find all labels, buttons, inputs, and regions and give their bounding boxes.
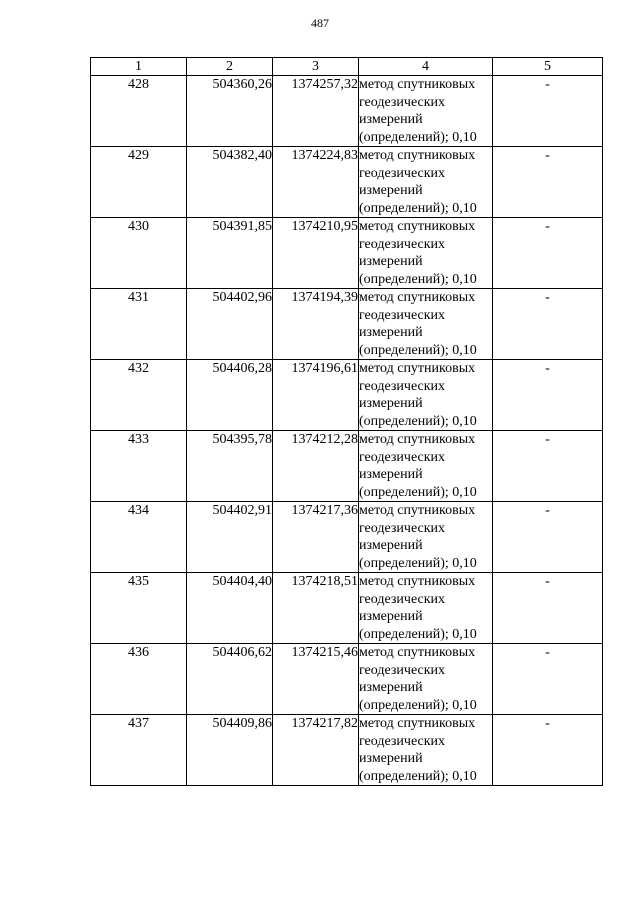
method-line: метод спутниковых [359, 219, 476, 234]
note-cell: - [493, 147, 603, 218]
x-coordinate-cell: 504406,62 [187, 644, 273, 715]
method-line: геодезических [359, 165, 446, 181]
point-number-cell: 431 [91, 289, 187, 360]
method-line: (определений); 0,10 [359, 768, 477, 784]
method-cell [359, 502, 493, 573]
method-line: измерений [359, 751, 423, 766]
table-row [91, 76, 603, 147]
point-number-cell: 434 [91, 502, 187, 573]
method-line: метод спутниковых [359, 148, 476, 163]
method-line: (определений); 0,10 [359, 626, 477, 642]
method-line: (определений); 0,10 [359, 129, 477, 145]
method-line: измерений [359, 325, 423, 340]
note-cell: - [493, 76, 603, 147]
method-line: метод спутниковых [359, 503, 476, 518]
method-line: измерений [359, 609, 423, 624]
method-line: геодезических [359, 520, 446, 536]
method-line: (определений); 0,10 [359, 413, 477, 429]
table-row [91, 573, 603, 644]
point-number-cell: 437 [91, 715, 187, 786]
y-coordinate-cell: 1374196,61 [273, 360, 359, 431]
method-cell [359, 289, 493, 360]
point-number-cell: 430 [91, 218, 187, 289]
point-number-cell: 428 [91, 76, 187, 147]
header-cell: 3 [273, 58, 359, 76]
x-coordinate-cell: 504382,40 [187, 147, 273, 218]
method-line: измерений [359, 112, 423, 127]
table-row [91, 360, 603, 431]
method-line: метод спутниковых [359, 290, 476, 305]
table-row [91, 218, 603, 289]
method-line: геодезических [359, 662, 446, 678]
method-line: метод спутниковых [359, 645, 476, 660]
point-number-cell: 435 [91, 573, 187, 644]
point-number-cell: 436 [91, 644, 187, 715]
table-row [91, 644, 603, 715]
method-line: метод спутниковых [359, 361, 476, 376]
method-line: (определений); 0,10 [359, 200, 477, 216]
table-row [91, 715, 603, 786]
header-cell: 1 [91, 58, 187, 76]
page-number: 487 [311, 16, 329, 30]
coordinates-table [90, 57, 603, 786]
method-line: измерений [359, 467, 423, 482]
method-line: измерений [359, 183, 423, 198]
header-cell: 4 [359, 58, 493, 76]
note-cell: - [493, 502, 603, 573]
method-line: (определений); 0,10 [359, 342, 477, 358]
y-coordinate-cell: 1374212,28 [273, 431, 359, 502]
method-line: геодезических [359, 733, 446, 749]
method-line: геодезических [359, 378, 446, 394]
header-cell: 5 [493, 58, 603, 76]
table-row [91, 289, 603, 360]
point-number-cell: 433 [91, 431, 187, 502]
x-coordinate-cell: 504409,86 [187, 715, 273, 786]
y-coordinate-cell: 1374210,95 [273, 218, 359, 289]
note-cell: - [493, 218, 603, 289]
y-coordinate-cell: 1374257,32 [273, 76, 359, 147]
note-cell: - [493, 573, 603, 644]
method-line: (определений); 0,10 [359, 555, 477, 571]
table-header-row [91, 58, 603, 76]
x-coordinate-cell: 504360,26 [187, 76, 273, 147]
x-coordinate-cell: 504404,40 [187, 573, 273, 644]
table-row [91, 147, 603, 218]
method-line: измерений [359, 538, 423, 553]
method-line: метод спутниковых [359, 432, 476, 447]
x-coordinate-cell: 504402,96 [187, 289, 273, 360]
x-coordinate-cell: 504402,91 [187, 502, 273, 573]
note-cell: - [493, 289, 603, 360]
x-coordinate-cell: 504406,28 [187, 360, 273, 431]
method-cell [359, 76, 493, 147]
note-cell: - [493, 360, 603, 431]
y-coordinate-cell: 1374217,82 [273, 715, 359, 786]
method-line: геодезических [359, 94, 446, 110]
x-coordinate-cell: 504395,78 [187, 431, 273, 502]
method-line: метод спутниковых [359, 716, 476, 731]
method-line: измерений [359, 254, 423, 269]
method-cell [359, 715, 493, 786]
point-number-cell: 432 [91, 360, 187, 431]
note-cell: - [493, 715, 603, 786]
method-line: геодезических [359, 307, 446, 323]
method-line: (определений); 0,10 [359, 271, 477, 287]
method-line: геодезических [359, 236, 446, 252]
method-line: метод спутниковых [359, 574, 476, 589]
method-cell [359, 147, 493, 218]
method-line: геодезических [359, 449, 446, 465]
y-coordinate-cell: 1374215,46 [273, 644, 359, 715]
note-cell: - [493, 431, 603, 502]
y-coordinate-cell: 1374194,39 [273, 289, 359, 360]
method-cell [359, 644, 493, 715]
y-coordinate-cell: 1374224,83 [273, 147, 359, 218]
method-cell [359, 360, 493, 431]
method-line: измерений [359, 396, 423, 411]
method-line: (определений); 0,10 [359, 697, 477, 713]
note-cell: - [493, 644, 603, 715]
table-row [91, 431, 603, 502]
y-coordinate-cell: 1374218,51 [273, 573, 359, 644]
method-cell [359, 218, 493, 289]
method-line: измерений [359, 680, 423, 695]
y-coordinate-cell: 1374217,36 [273, 502, 359, 573]
method-cell [359, 573, 493, 644]
method-line: метод спутниковых [359, 77, 476, 92]
point-number-cell: 429 [91, 147, 187, 218]
method-line: геодезических [359, 591, 446, 607]
method-cell [359, 431, 493, 502]
method-line: (определений); 0,10 [359, 484, 477, 500]
table-row [91, 502, 603, 573]
header-cell: 2 [187, 58, 273, 76]
x-coordinate-cell: 504391,85 [187, 218, 273, 289]
